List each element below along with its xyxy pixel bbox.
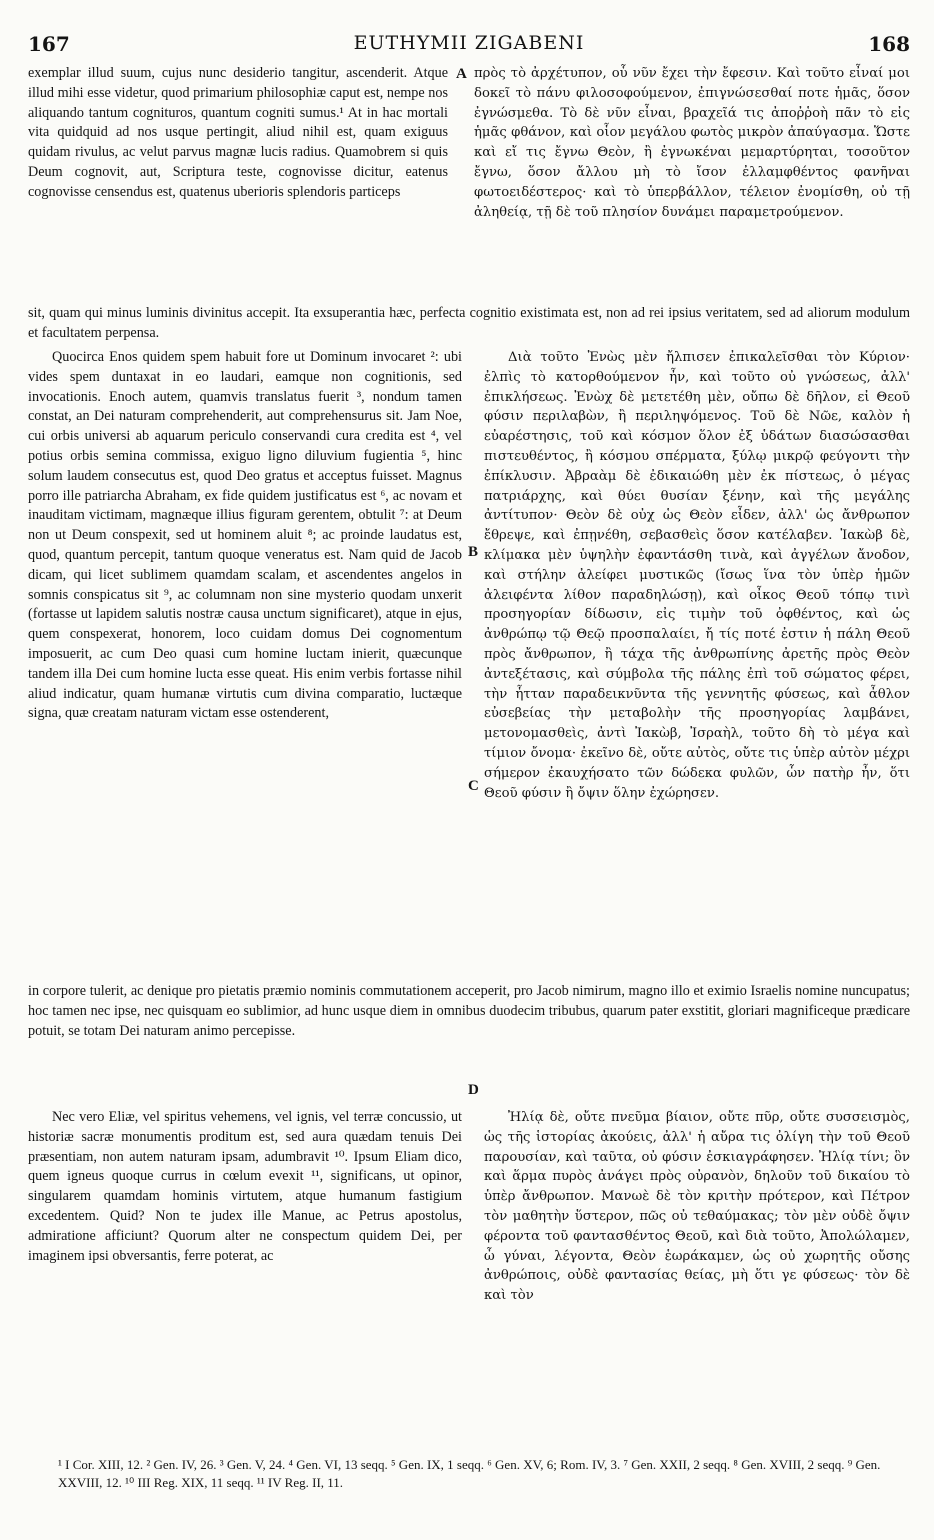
greek-column-3: Ἠλίᾳ δὲ, οὔτε πνεῦμα βίαιον, οὔτε πῦρ, οὔτε συσσεισμὸς, ὡς τῆς ἱστορίας ἀκούεις, ἀλλ' ἡ αὔρα τις ὀλίγη τὴν τοῦ Θεοῦ παρουσίαν, καὶ ταῦτα, οὐ φύσιν ἐσκιαγράφησεν. Ἠλίᾳ τίνι; ὃν καὶ ἅρμα πυρὸς ἀνάγει πρὸς οὐρανὸν, δηλοῦν τοῦ δικαίου τὸ ὑπὲρ ἄνθρωπον. Μανωὲ δὲ τὸν κριτὴν πρότερον, καὶ Πέτρον τὸν μαθητὴν ὕστερον, πῶς οὐ τεθαύμακας; τὸν μὲν οὐδὲ ὄψιν φέροντα τοῦ φαντασθέντος Θεοῦ, καὶ διὰ τοῦτο, Ἀπολώλαμεν, ὦ γύναι, λέγοντα, Θεὸν ἑωράκαμεν, ὡς οὐ χωρητῆς οὔσης ἀνθρώποις, οὐδὲ φαντασίας θείας, μὴ ὅτι γε φύσεως· τὸν δὲ καὶ τὸν: [484, 1110, 910, 1304]
footnotes: ¹ I Cor. XIII, 12. ² Gen. IV, 26. ³ Gen. V, 24. ⁴ Gen. VI, 13 seqq. ⁵ Gen. IX, 1 seqq. ⁶ Gen. XV, 6; Rom. IV, 3. ⁷ Gen. XXII, 2 seqq. ⁸ Gen. XVIII, 2 seqq. ⁹ Gen. XXVIII, 12. ¹⁰ III Reg. XIX, 11 seqq. ¹¹ IV Reg. II, 11.: [58, 1457, 881, 1490]
document-page: [28, 0, 910, 1540]
margin-marker-d: D: [468, 1082, 479, 1098]
right-page-number: 168: [868, 32, 910, 56]
latin-column-3: Nec vero Eliæ, vel spiritus vehemens, vel ignis, vel terræ concussio, ut historiæ sacræ monumentis proditum est, sed aura quædam tenuis Dei præsentiam, non autem naturam ipsam, adumbravit ¹⁰. Ipsum Eliam dico, quem igneus quoque currus in cœlum evexit ¹¹, significans, ut opinor, singularem quamdam hominis virtutem, atque humanum fastigium excedentem. Quid? Non te judex ille Manue, ac Petrus apostolus, admiratione afficiunt? Quorum alter ne conspectum quidem Dei, per imaginem ipsi obversantis, ferre poterat, ac: [28, 1109, 462, 1264]
margin-marker-c: C: [468, 778, 479, 794]
latin-column-1: exemplar illud suum, cujus nunc desiderio tangitur, ascenderit. Atque illud mihi esse videtur, quod primarium philosophiæ caput est, nempe nos aliquando tantum cognituros, quantum cogniti sumus.¹ At in hac mortali vita quidquid ad nos usque pertingit, aliud nihil est, quam exiguus quidam rivulus, ac velut parvus magnæ lucis radius. Quamobrem si quis Deum cognovit, aut, Scriptura teste, cognovisse dicitur, eatenus cognovisse censendus est, quatenus uberioris splendoris particeps: [28, 65, 448, 200]
greek-column-1: πρὸς τὸ ἀρχέτυπον, οὗ νῦν ἔχει τὴν ἔφεσιν. Καὶ τοῦτο εἶναί μοι δοκεῖ τὸ πάνυ φιλοσοφούμενον, ἐπιγνώσεσθαί ποτε ἡμᾶς, ὅσον ἐγνώσμεθα. Τὸ δὲ νῦν εἶναι, βραχεῖά τις ἀποῤῥοὴ πᾶν τὸ εἰς ἡμᾶς φθάνον, καὶ οἷον μεγάλου φωτὸς μικρὸν ἀπαύγασμα. Ὥστε καὶ εἴ τις ἔγνω Θεὸν, ἢ ἐγνωκέναι μεμαρτύρηται, τοσοῦτον ἔγνω, ὅσον ἄλλου μὴ τὸ ἴσον ἐλλαμφθέντος φανῆναι φωτοειδέστερος· καὶ τὸ ὑπερβάλλον, τέλειον ἐνομίσθη, οὐ τῇ ἀληθείᾳ, τῇ δὲ τοῦ πλησίον δυνάμει παραμετρούμενον.: [474, 66, 910, 220]
margin-marker-b: B: [468, 544, 479, 560]
page-header: [28, 32, 910, 56]
greek-column-2: Διὰ τοῦτο Ἐνὼς μὲν ἤλπισεν ἐπικαλεῖσθαι τὸν Κύριον· ἐλπὶς τὸ κατορθούμενον ἦν, καὶ τοῦτο οὐ γνώσεως, ἀλλ' ἐπικλήσεως. Ἐνὼχ δὲ μετετέθη μὲν, οὔπω δὲ δῆλον, εἰ Θεοῦ φύσιν περιλαβὼν, ἢ περιληψόμενος. Τοῦ δὲ Νῶε, καλὸν ἡ εὐαρέστησις, τοῦ καὶ κόσμον ὅλον ἐξ ὑδάτων διασώσασθαι πιστευθέντος, ἢ κόσμου σπέρματα, ξύλῳ μικρῷ φεύγοντι τὴν ἐπίκλυσιν. Ἀβραὰμ δὲ ἐδικαιώθη μὲν ἐκ πίστεως, ὁ μέγας πατριάρχης, καὶ θύει θυσίαν ξένην, καὶ τῆς μεγάλης ἀντίτυπον· Θεὸν δὲ οὐχ ὡς Θεὸν εἶδεν, ἀλλ' ὡς ἄνθρωπον ἔθρεψε, καὶ ἐπῃνέθη, σεβασθεὶς ὅσον κατέλαβεν. Ἰακὼβ δὲ, κλίμακα μὲν ὑψηλὴν ἐφαντάσθη τινὰ, καὶ ἀγγέλων ἄνοδον, καὶ στήλην ἀλείφει μυστικῶς (ἴσως ἵνα τὸν ὑπὲρ ἡμῶν ἀλειφέντα λίθον παραδηλώσῃ), καὶ οἶκος Θεοῦ τόπῳ τινὶ προσηγορίαν δίδωσιν, εἰς τιμὴν τοῦ ὀφθέντος, καὶ ὡς ἀνθρώπῳ τῷ Θεῷ προσπαλαίει, ἤ τίς ποτέ ἐστιν ἡ πάλη Θεοῦ πρὸς ἄνθρωπον, ἢ τάχα τῆς ἀνθρωπίνης ἀρετῆς πρὸς Θεὸν ἀντεξέτασις, καὶ σύμβολα τῆς πάλης ἐπὶ τοῦ σώματος φέρει, τὴν ἧτταν παραδεικνῦντα τῆς γεννητῆς φύσεως, καὶ ἆθλον εὐσεβείας τὴν μεταβολὴν τῆς προσηγορίας λαμβάνει, μετονομασθεὶς, ἀντὶ Ἰακὼβ, Ἰσραὴλ, τοῦτο δὴ τὸ μέγα καὶ τίμιον ὄνομα· ἐκεῖνο δὲ, οὔτε αὐτὸς, οὔτε τις ὑπὲρ αὐτὸν μέχρι σήμερον ἐκαυχήσατο τῶν δώδεκα φυλῶν, ὧν πατὴρ ἦν, ὅτι Θεοῦ φύσιν ἢ ὄψιν ὅλην ἐχώρησεν.: [484, 350, 910, 801]
latin-column-2: Quocirca Enos quidem spem habuit fore ut Dominum invocaret ²: ubi vides spem duntaxat in eo laudari, eamque non cognitionis, sed invocationis. Enoch autem, quamvis translatus fuerit ³, nondum tamen constat, an Dei naturam comprehenderit, aut comprehensurus sit. Jam Noe, cui orbis universi ab aquarum periculo conservandi cura credita est ⁴, vel potius orbis semina commissa, exiguo ligno diluvium fugientia ⁵, hinc solum laudem consecutus est, quod Deo gratus et acceptus fuisset. Magnus porro ille patriarcha Abraham, ex fide quidem justificatus est ⁶, ac novam et inauditam victimam, magnæque illius figuram gerentem, obtulit ⁷: at Deum non ut Deum conspexit, sed ut hominem aluit ⁸; ac proinde laudatus est, quod, quantum percepit, tantum quoque veneratus est. Nam quid de Jacob dicam, qui licet sublimem quamdam scalam, et ascendentes angelos in somnis conspicatus sit ⁹, ac columnam non sine mysterio quodam unxerit (fortasse ut lapidem salutis nostræ causa unctum significaret), atque in ejus, quem conspexerat, honorem, loco cuidam domus Dei cognomentum imposuerit, ac cum Deo quasi cum homine luctam inierit, quæcunque tandem illa Dei cum homine lucta esse queat. His enim verbis fortasse nihil aliud indicatur, quam humanæ virtutis cum divina comparatio, luctæque signa, quæ creatam naturam victam esse ostenderent,: [28, 349, 462, 722]
full-width-latin-2: in corpore tulerit, ac denique pro pietatis præmio nominis commutationem acceperit, pro Jacob nimirum, magno illo et eximio Israelis nomine nuncupatus; hoc tamen nec ipse, nec quisquam eo sublimior, ad hunc usque diem in omnibus duodecim tribubus, quarum pater exstitit, gloriari magnificeque prædicare potuit, se totam Dei naturam animo percepisse.: [28, 983, 910, 1039]
margin-marker-a: A: [456, 66, 467, 82]
full-width-latin-1: sit, quam qui minus luminis divinitus accepit. Ita exsuperantia hæc, perfecta cognitio existimata est, non ad rei ipsius veritatem, sed ad aliorum modulum et facultatem perpensa.: [28, 305, 910, 341]
running-title: EUTHYMII ZIGABENI: [353, 32, 585, 54]
left-page-number: 167: [28, 32, 70, 56]
